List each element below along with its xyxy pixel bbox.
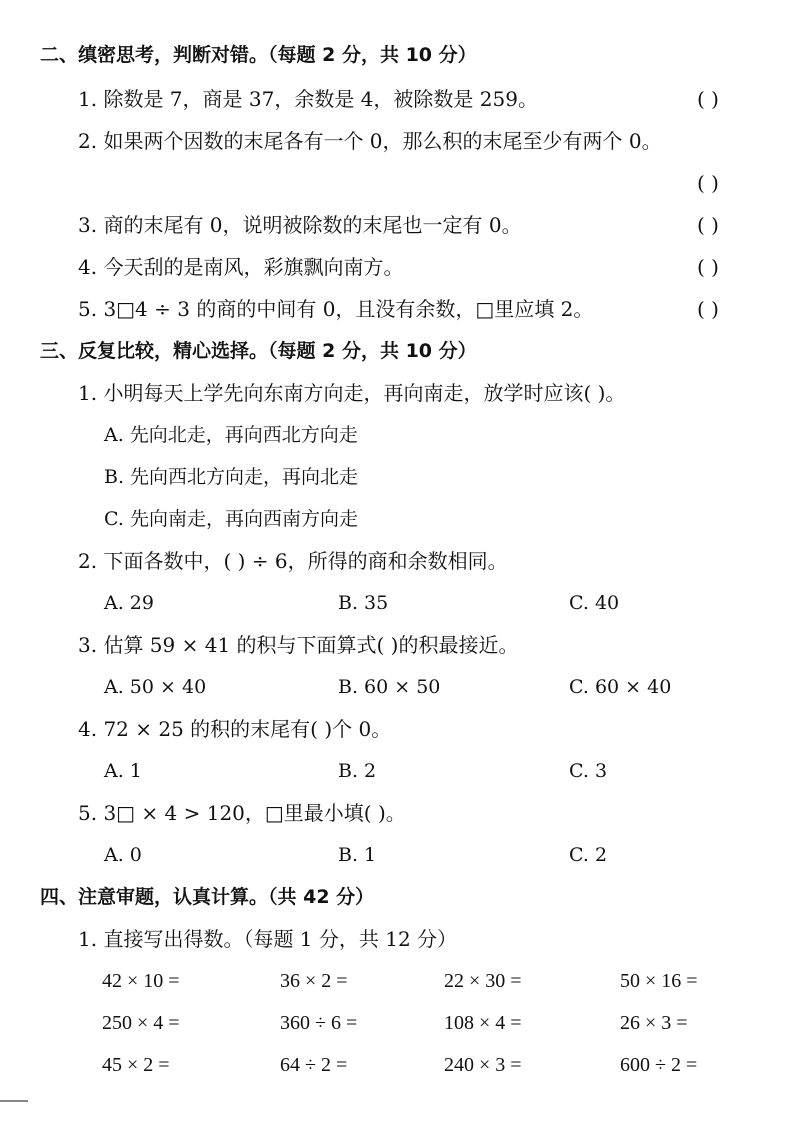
answer-blank[interactable]: ( ) xyxy=(697,255,719,279)
option-b: B. 2 xyxy=(338,760,377,782)
option-b: B. 先向西北方向走，再向北走 xyxy=(104,466,359,488)
answer-blank[interactable]: ( ) xyxy=(697,87,719,111)
option-c: C. 先向南走，再向西南方向走 xyxy=(104,508,358,530)
judge-question-3: 3. 商的末尾有 0，说明被除数的末尾也一定有 0。 xyxy=(78,213,522,237)
calc-item: 108 × 4 = xyxy=(444,1012,522,1034)
answer-blank[interactable]: ( ) xyxy=(697,171,719,195)
judge-question-2: 2. 如果两个因数的末尾各有一个 0，那么积的末尾至少有两个 0。 xyxy=(78,129,662,153)
calc-item: 250 × 4 = xyxy=(102,1012,180,1034)
calc-item: 42 × 10 = xyxy=(102,970,180,992)
judge-question-4: 4. 今天刮的是南风，彩旗飘向南方。 xyxy=(78,255,404,279)
page-edge-mark xyxy=(0,1100,28,1102)
option-a: A. 50 × 40 xyxy=(104,676,207,698)
option-b: B. 35 xyxy=(338,592,389,614)
section-3-title: 三、反复比较，精心选择。（每题 2 分，共 10 分） xyxy=(40,340,477,362)
judge-question-1: 1. 除数是 7，商是 37，余数是 4，被除数是 259。 xyxy=(78,87,538,111)
judge-question-5: 5. 3□4 ÷ 3 的商的中间有 0，且没有余数，□里应填 2。 xyxy=(78,297,594,321)
choice-question-2: 2. 下面各数中，( ) ÷ 6，所得的商和余数相同。 xyxy=(78,549,508,573)
option-b: B. 1 xyxy=(338,844,377,866)
choice-question-4: 4. 72 × 25 的积的末尾有( )个 0。 xyxy=(78,717,392,741)
option-a: A. 29 xyxy=(104,592,154,614)
calc-item: 26 × 3 = xyxy=(620,1012,688,1034)
section-4-title: 四、注意审题，认真计算。（共 42 分） xyxy=(40,886,375,908)
calc-item: 36 × 2 = xyxy=(280,970,348,992)
calc-item: 45 × 2 = xyxy=(102,1054,170,1076)
choice-question-5: 5. 3□ × 4 > 120，□里最小填( )。 xyxy=(78,801,406,825)
option-a: A. 先向北走，再向西北方向走 xyxy=(104,424,358,446)
calc-item: 360 ÷ 6 = xyxy=(280,1012,358,1034)
option-c: C. 40 xyxy=(569,592,620,614)
option-a: A. 1 xyxy=(104,760,142,782)
option-c: C. 60 × 40 xyxy=(569,676,672,698)
calc-item: 600 ÷ 2 = xyxy=(620,1054,698,1076)
option-b: B. 60 × 50 xyxy=(338,676,441,698)
option-a: A. 0 xyxy=(104,844,142,866)
option-c: C. 3 xyxy=(569,760,608,782)
section-2-title: 二、缜密思考，判断对错。（每题 2 分，共 10 分） xyxy=(40,44,477,66)
option-c: C. 2 xyxy=(569,844,608,866)
calc-item: 240 × 3 = xyxy=(444,1054,522,1076)
calc-question-1: 1. 直接写出得数。（每题 1 分，共 12 分） xyxy=(78,927,458,951)
choice-question-3: 3. 估算 59 × 41 的积与下面算式( )的积最接近。 xyxy=(78,633,519,657)
calc-item: 64 ÷ 2 = xyxy=(280,1054,348,1076)
calc-item: 50 × 16 = xyxy=(620,970,698,992)
calc-item: 22 × 30 = xyxy=(444,970,522,992)
choice-question-1: 1. 小明每天上学先向东南方向走，再向南走，放学时应该( )。 xyxy=(78,381,626,405)
answer-blank[interactable]: ( ) xyxy=(697,297,719,321)
answer-blank[interactable]: ( ) xyxy=(697,213,719,237)
